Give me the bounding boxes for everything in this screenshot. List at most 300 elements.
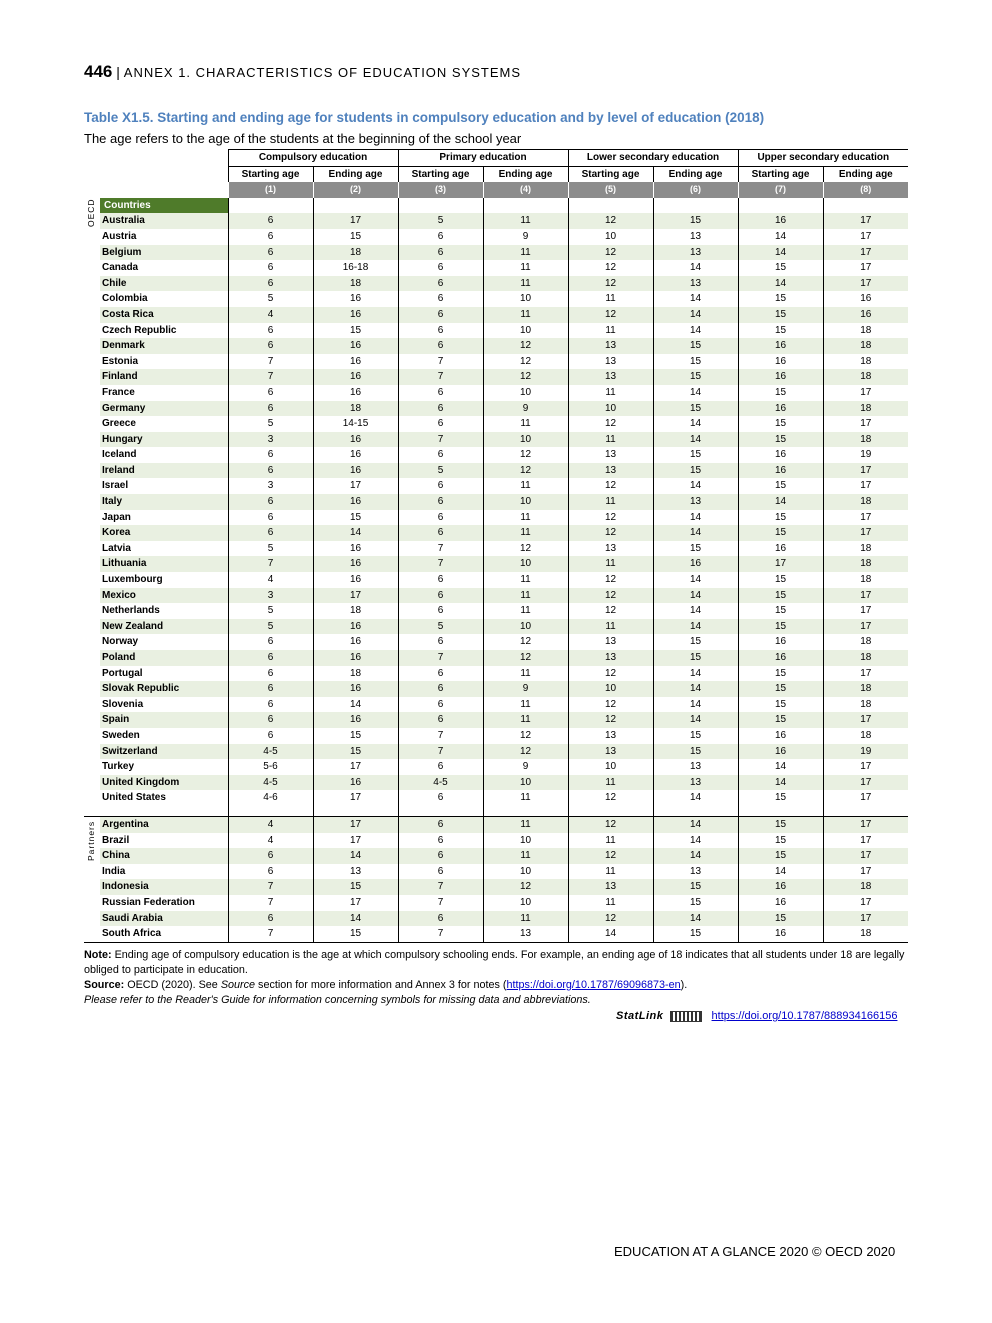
value-cell: 18 — [823, 494, 908, 510]
value-cell: 15 — [738, 260, 823, 276]
value-cell: 12 — [568, 666, 653, 682]
value-cell: 14 — [653, 681, 738, 697]
value-cell: 11 — [568, 775, 653, 791]
group-cell — [84, 911, 100, 927]
table-row — [84, 712, 908, 728]
source-link[interactable]: https://doi.org/10.1787/69096873-en — [506, 979, 681, 991]
value-cell: 17 — [313, 759, 398, 775]
table-subtitle: The age refers to the age of the students at the beginning of the school year — [84, 131, 522, 146]
value-cell: 16 — [823, 307, 908, 323]
value-cell: 4 — [228, 572, 313, 588]
value-cell: 12 — [568, 790, 653, 806]
section-title: ANNEX 1. CHARACTERISTICS OF EDUCATION SYSTEMS — [123, 65, 522, 80]
table-row — [84, 245, 908, 261]
value-cell: 12 — [568, 525, 653, 541]
group-cell — [84, 895, 100, 911]
value-cell: 15 — [653, 634, 738, 650]
value-cell: 13 — [653, 775, 738, 791]
group-cell — [84, 634, 100, 650]
value-cell: 17 — [313, 213, 398, 229]
table-row — [84, 541, 908, 557]
value-cell: 7 — [228, 895, 313, 911]
value-cell: 16 — [738, 213, 823, 229]
value-cell: 13 — [568, 338, 653, 354]
value-cell: 6 — [398, 338, 483, 354]
country-name: Spain — [100, 712, 228, 728]
column-number: (3) — [398, 182, 483, 198]
value-cell: 16 — [653, 556, 738, 572]
value-cell: 6 — [228, 666, 313, 682]
table-title: Table X1.5. Starting and ending age for students in compulsory education and by level of education (2018) — [84, 110, 765, 125]
value-cell: 17 — [313, 478, 398, 494]
spacer-row — [84, 806, 908, 817]
value-cell: 15 — [313, 229, 398, 245]
value-cell: 16 — [738, 926, 823, 942]
table-row — [84, 588, 908, 604]
value-cell: 11 — [568, 432, 653, 448]
value-cell: 15 — [738, 848, 823, 864]
column-header: Starting age — [738, 166, 823, 182]
value-cell: 15 — [313, 510, 398, 526]
value-cell: 6 — [228, 525, 313, 541]
table-notes — [84, 948, 910, 1008]
value-cell: 12 — [483, 650, 568, 666]
value-cell: 6 — [398, 697, 483, 713]
value-cell: 6 — [228, 245, 313, 261]
value-cell: 6 — [228, 260, 313, 276]
value-cell: 7 — [398, 879, 483, 895]
table-row — [84, 911, 908, 927]
value-cell: 12 — [568, 510, 653, 526]
country-name: United Kingdom — [100, 775, 228, 791]
value-cell: 12 — [568, 697, 653, 713]
country-name: Turkey — [102, 761, 135, 773]
value-cell: 18 — [313, 666, 398, 682]
source-text: section for more information and Annex 3 for notes ( — [255, 979, 507, 991]
value-cell: 14 — [568, 926, 653, 942]
value-cell: 11 — [483, 478, 568, 494]
column-header: Ending age — [653, 166, 738, 182]
value-cell: 11 — [568, 619, 653, 635]
group-cell — [84, 650, 100, 666]
value-cell: 17 — [823, 416, 908, 432]
value-cell: 5 — [398, 463, 483, 479]
table-row — [84, 213, 908, 229]
source-text: OECD (2020). See — [124, 979, 221, 991]
statlink-label: StatLink — [616, 1010, 664, 1022]
value-cell: 17 — [313, 588, 398, 604]
country-name: Slovenia — [102, 698, 144, 710]
value-cell: 12 — [483, 728, 568, 744]
value-cell: 18 — [823, 681, 908, 697]
value-cell: 5 — [228, 541, 313, 557]
value-cell: 6 — [398, 416, 483, 432]
value-cell: 12 — [568, 245, 653, 261]
note-text: Ending age of compulsory education is the age at which compulsory schooling ends. For example, an ending age of 18 indicates that all students under 18 are legally obliged to participate in education. — [84, 949, 905, 976]
table-row — [84, 291, 908, 307]
value-cell: 15 — [653, 926, 738, 942]
value-cell: 9 — [483, 229, 568, 245]
table-row — [84, 369, 908, 385]
value-cell: 18 — [313, 276, 398, 292]
group-cell — [84, 619, 100, 635]
value-cell: 4-5 — [228, 775, 313, 791]
value-cell: 6 — [228, 494, 313, 510]
value-cell: 17 — [823, 588, 908, 604]
country-name: Germany — [100, 401, 228, 417]
value-cell: 5 — [398, 213, 483, 229]
value-cell: 13 — [653, 759, 738, 775]
country-name: Italy — [100, 494, 228, 510]
value-cell: 18 — [823, 926, 908, 942]
value-cell: 15 — [313, 323, 398, 339]
note-label: Note: — [84, 949, 112, 961]
value-cell: 13 — [568, 879, 653, 895]
value-cell: 6 — [228, 650, 313, 666]
country-name: Austria — [102, 230, 137, 242]
group-cell — [84, 697, 100, 713]
value-cell: 14 — [653, 260, 738, 276]
value-cell: 18 — [823, 556, 908, 572]
value-cell: 6 — [398, 447, 483, 463]
group-cell — [84, 307, 100, 323]
value-cell: 7 — [398, 650, 483, 666]
value-cell: 15 — [653, 401, 738, 417]
value-cell: 17 — [823, 603, 908, 619]
value-cell: 15 — [738, 911, 823, 927]
value-cell: 14 — [313, 911, 398, 927]
blank-header — [84, 182, 228, 198]
value-cell: 11 — [483, 307, 568, 323]
value-cell: 4-5 — [228, 744, 313, 760]
column-number: (1) — [228, 182, 313, 198]
group-cell — [84, 338, 100, 354]
value-cell: 12 — [568, 307, 653, 323]
value-cell: 17 — [823, 510, 908, 526]
value-cell: 5 — [228, 619, 313, 635]
group-cell — [84, 291, 100, 307]
value-cell: 15 — [653, 541, 738, 557]
value-cell: 16 — [313, 291, 398, 307]
group-cell — [84, 541, 100, 557]
value-cell: 11 — [483, 666, 568, 682]
table-row — [84, 759, 908, 775]
value-cell: 5 — [398, 619, 483, 635]
value-cell: 11 — [483, 510, 568, 526]
value-cell: 6 — [228, 276, 313, 292]
country-name: Czech Republic — [102, 324, 177, 336]
value-cell: 16 — [313, 634, 398, 650]
table-row — [84, 879, 908, 895]
column-header: Starting age — [568, 166, 653, 182]
value-cell: 15 — [653, 213, 738, 229]
value-cell: 11 — [568, 291, 653, 307]
value-cell: 15 — [653, 463, 738, 479]
value-cell: 6 — [398, 401, 483, 417]
value-cell: 10 — [483, 833, 568, 849]
value-cell: 11 — [483, 245, 568, 261]
value-cell: 11 — [483, 572, 568, 588]
value-cell: 16 — [738, 401, 823, 417]
value-cell: 15 — [738, 666, 823, 682]
value-cell: 11 — [483, 603, 568, 619]
value-cell: 15 — [653, 447, 738, 463]
value-cell: 15 — [738, 681, 823, 697]
value-cell: 18 — [823, 634, 908, 650]
value-cell: 16 — [313, 712, 398, 728]
group-cell — [84, 432, 100, 448]
value-cell: 6 — [398, 276, 483, 292]
value-cell: 13 — [568, 463, 653, 479]
value-cell: 10 — [483, 556, 568, 572]
value-cell: 4-6 — [228, 790, 313, 806]
group-header: Compulsory education — [228, 150, 398, 167]
header-separator: | — [116, 64, 120, 80]
value-cell: 18 — [823, 572, 908, 588]
value-cell: 3 — [228, 478, 313, 494]
country-name: Israel — [102, 480, 129, 492]
value-cell: 6 — [398, 816, 483, 832]
value-cell: 15 — [653, 728, 738, 744]
value-cell: 14 — [313, 697, 398, 713]
country-name: China — [100, 848, 228, 864]
value-cell: 16 — [738, 744, 823, 760]
value-cell: 13 — [568, 369, 653, 385]
value-cell: 10 — [483, 864, 568, 880]
value-cell: 16 — [738, 463, 823, 479]
value-cell: 10 — [568, 401, 653, 417]
value-cell: 15 — [738, 432, 823, 448]
countries-label-row — [84, 198, 908, 214]
group-cell — [84, 401, 100, 417]
value-cell: 6 — [228, 447, 313, 463]
table-row — [84, 307, 908, 323]
country-name: Denmark — [100, 338, 228, 354]
source-italic: Source — [220, 979, 256, 991]
table-row — [84, 848, 908, 864]
group-cell — [84, 416, 100, 432]
value-cell: 6 — [398, 603, 483, 619]
value-cell: 12 — [483, 447, 568, 463]
column-number-row — [84, 182, 908, 198]
value-cell: 15 — [738, 323, 823, 339]
value-cell: 7 — [398, 744, 483, 760]
data-table-container — [84, 149, 908, 943]
value-cell: 7 — [228, 354, 313, 370]
value-cell: 7 — [398, 432, 483, 448]
value-cell: 6 — [398, 478, 483, 494]
group-cell — [84, 478, 100, 494]
country-name: Chile — [100, 276, 228, 292]
value-cell: 12 — [483, 369, 568, 385]
value-cell: 15 — [738, 572, 823, 588]
country-name: Sweden — [102, 729, 140, 741]
value-cell: 16 — [738, 634, 823, 650]
value-cell: 12 — [568, 260, 653, 276]
value-cell: 18 — [313, 603, 398, 619]
value-cell: 16 — [313, 556, 398, 572]
value-cell: 12 — [568, 478, 653, 494]
value-cell: 13 — [568, 650, 653, 666]
value-cell: 18 — [823, 650, 908, 666]
column-number: (2) — [313, 182, 398, 198]
country-name: Russian Federation — [102, 896, 195, 908]
group-header: Lower secondary education — [568, 150, 738, 167]
table-row — [84, 556, 908, 572]
value-cell: 14 — [653, 307, 738, 323]
group-cell — [84, 588, 100, 604]
country-name: New Zealand — [100, 619, 228, 635]
data-table — [84, 149, 908, 943]
country-name: Costa Rica — [100, 307, 228, 323]
group-cell — [84, 229, 100, 245]
value-cell: 3 — [228, 432, 313, 448]
value-cell: 17 — [313, 790, 398, 806]
group-cell — [84, 354, 100, 370]
value-cell: 13 — [568, 744, 653, 760]
value-cell: 17 — [823, 816, 908, 832]
value-cell: 18 — [823, 697, 908, 713]
statlink-link[interactable]: https://doi.org/10.1787/888934166156 — [711, 1010, 898, 1022]
table-row — [84, 494, 908, 510]
value-cell: 10 — [568, 229, 653, 245]
value-cell: 4 — [228, 833, 313, 849]
country-name: South Africa — [100, 926, 228, 942]
value-cell: 6 — [228, 911, 313, 927]
column-header: Starting age — [228, 166, 313, 182]
value-cell: 14 — [738, 494, 823, 510]
subheader-row — [84, 166, 908, 182]
country-name: Japan — [102, 511, 131, 523]
statlink — [616, 1010, 897, 1022]
value-cell: 16 — [313, 572, 398, 588]
column-number: (5) — [568, 182, 653, 198]
table-row — [84, 401, 908, 417]
value-cell: 16 — [313, 369, 398, 385]
table-row — [84, 463, 908, 479]
value-cell: 9 — [483, 401, 568, 417]
value-cell: 14 — [653, 478, 738, 494]
value-cell: 13 — [568, 634, 653, 650]
value-cell: 17 — [313, 895, 398, 911]
value-cell: 14 — [653, 572, 738, 588]
value-cell: 5 — [228, 291, 313, 307]
table-row — [84, 229, 908, 245]
country-name: Argentina — [100, 816, 228, 832]
value-cell: 11 — [483, 848, 568, 864]
group-cell — [84, 879, 100, 895]
value-cell: 11 — [483, 213, 568, 229]
partners-group-label: Partners — [86, 820, 96, 861]
value-cell: 17 — [313, 816, 398, 832]
value-cell: 16 — [313, 338, 398, 354]
group-cell — [84, 775, 100, 791]
value-cell: 11 — [568, 385, 653, 401]
value-cell: 14 — [653, 323, 738, 339]
value-cell: 11 — [568, 556, 653, 572]
value-cell: 15 — [738, 588, 823, 604]
value-cell: 7 — [228, 926, 313, 942]
group-cell — [84, 790, 100, 806]
table-row — [84, 775, 908, 791]
value-cell: 11 — [483, 911, 568, 927]
value-cell: 6 — [398, 229, 483, 245]
value-cell: 11 — [483, 697, 568, 713]
country-name: Netherlands — [102, 605, 160, 617]
group-header: Primary education — [398, 150, 568, 167]
value-cell: 17 — [823, 848, 908, 864]
value-cell: 4 — [228, 307, 313, 323]
value-cell: 6 — [398, 385, 483, 401]
value-cell: 10 — [483, 619, 568, 635]
value-cell: 16 — [313, 307, 398, 323]
value-cell: 14 — [653, 416, 738, 432]
value-cell: 13 — [653, 276, 738, 292]
value-cell: 16 — [738, 338, 823, 354]
value-cell: 14 — [653, 911, 738, 927]
value-cell: 11 — [483, 276, 568, 292]
group-cell — [84, 744, 100, 760]
value-cell: 14 — [653, 697, 738, 713]
column-number: (6) — [653, 182, 738, 198]
table-row — [84, 276, 908, 292]
value-cell: 14 — [653, 603, 738, 619]
value-cell: 13 — [653, 245, 738, 261]
value-cell: 14 — [738, 245, 823, 261]
country-name: Ireland — [100, 463, 228, 479]
value-cell: 6 — [228, 728, 313, 744]
value-cell: 5 — [228, 603, 313, 619]
value-cell: 6 — [398, 588, 483, 604]
country-name: Brazil — [102, 834, 130, 846]
value-cell: 16 — [738, 650, 823, 666]
value-cell: 15 — [738, 478, 823, 494]
value-cell: 12 — [568, 213, 653, 229]
value-cell: 11 — [568, 494, 653, 510]
value-cell: 12 — [568, 848, 653, 864]
country-name: Colombia — [102, 293, 148, 305]
value-cell: 6 — [398, 864, 483, 880]
value-cell: 7 — [398, 556, 483, 572]
value-cell: 14 — [653, 833, 738, 849]
value-cell: 17 — [823, 385, 908, 401]
value-cell: 6 — [398, 712, 483, 728]
value-cell: 16 — [313, 541, 398, 557]
value-cell: 15 — [653, 354, 738, 370]
group-cell — [84, 556, 100, 572]
statlink-icon — [670, 1011, 702, 1022]
value-cell: 17 — [823, 463, 908, 479]
page-footer: EDUCATION AT A GLANCE 2020 © OECD 2020 — [614, 1244, 896, 1259]
column-header: Ending age — [823, 166, 908, 182]
value-cell: 12 — [568, 572, 653, 588]
value-cell: 6 — [228, 401, 313, 417]
value-cell: 7 — [398, 728, 483, 744]
value-cell: 14 — [738, 759, 823, 775]
value-cell: 13 — [653, 864, 738, 880]
value-cell: 6 — [398, 833, 483, 849]
value-cell: 18 — [313, 401, 398, 417]
value-cell: 4-5 — [398, 775, 483, 791]
value-cell: 14 — [738, 864, 823, 880]
group-cell — [84, 681, 100, 697]
table-row — [84, 650, 908, 666]
value-cell: 12 — [568, 276, 653, 292]
value-cell: 17 — [823, 911, 908, 927]
value-cell: 11 — [483, 816, 568, 832]
value-cell: 14 — [653, 790, 738, 806]
group-cell — [84, 666, 100, 682]
